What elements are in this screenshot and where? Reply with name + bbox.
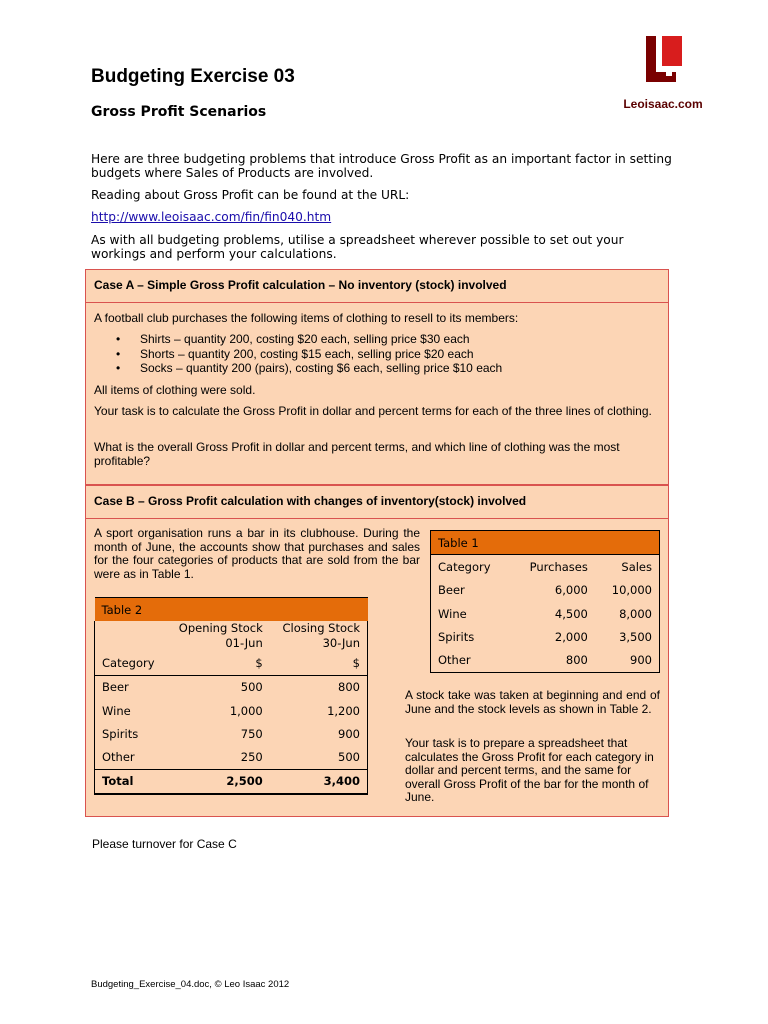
table-cell: 750: [240, 726, 263, 741]
table-header: $: [270, 651, 368, 675]
closing-stock-header: Closing Stock 30-Jun: [270, 621, 368, 651]
table-cell: 250: [240, 750, 263, 765]
table-cell: 6,000: [554, 583, 588, 598]
table-cell: 900: [595, 648, 660, 672]
list-item: • Socks – quantity 200 (pairs), costing $6 each, selling price $10 each: [98, 361, 502, 376]
table-row: [431, 602, 660, 625]
table-header: Category: [95, 651, 166, 675]
table-row: [431, 625, 660, 648]
table-header: $: [255, 655, 263, 670]
table-cell: Other: [95, 745, 166, 769]
table-cell: Wine: [431, 602, 510, 625]
case-a-question: What is the overall Gross Profit in dollar and percent terms, and which line of clothing was the most profitable?: [94, 440, 620, 468]
table-cell: 4,500: [554, 606, 588, 621]
table-cell: 800: [565, 653, 588, 668]
table-total-row: [95, 769, 368, 794]
table-cell: 10,000: [595, 579, 660, 602]
table-row: [95, 745, 368, 769]
table-cell: Other: [431, 648, 510, 672]
turnover-note: Please turnover for Case C: [92, 837, 237, 851]
table-cell: 800: [270, 675, 368, 699]
table-row: [431, 579, 660, 602]
table-cell: Beer: [95, 675, 166, 699]
table-cell: 8,000: [595, 602, 660, 625]
table-cell: 2,500: [226, 774, 263, 789]
document-subtitle: Gross Profit Scenarios: [91, 104, 267, 120]
logo-mark-icon: [620, 34, 706, 114]
case-b-heading: Case B – Gross Profit calculation with changes of inventory(stock) involved: [85, 485, 669, 519]
table-cell: 3,500: [595, 625, 660, 648]
table-row: [95, 675, 368, 699]
table-1: [430, 530, 660, 673]
list-item: • Shirts – quantity 200, costing $20 each, selling price $30 each: [98, 332, 502, 347]
gross-profit-link[interactable]: [91, 210, 676, 224]
table-cell: Spirits: [95, 722, 166, 745]
table-cell: 500: [240, 680, 263, 695]
table-cell: Spirits: [431, 625, 510, 648]
table-cell: 1,000: [229, 703, 263, 718]
table-header: Category: [431, 555, 510, 579]
url-intro: Reading about Gross Profit can be found at the URL:: [91, 188, 410, 202]
case-a-sold: All items of clothing were sold.: [94, 383, 256, 397]
case-b-stock-take: A stock take was taken at beginning and end of June and the stock levels as shown in Table 2.: [405, 688, 660, 716]
table-cell: 900: [270, 722, 368, 745]
table-row: [95, 699, 368, 722]
table-cell: 2,000: [554, 629, 588, 644]
table-cell: 3,400: [270, 769, 368, 794]
table-cell: 500: [270, 745, 368, 769]
svg-text:Leoisaac.com: Leoisaac.com: [623, 97, 703, 111]
table-header: Sales: [595, 555, 660, 579]
case-a-heading: Case A – Simple Gross Profit calculation – No inventory (stock) involved: [85, 269, 669, 303]
table-header: Purchases: [529, 559, 588, 574]
spreadsheet-note: As with all budgeting problems, utilise a spreadsheet wherever possible to set out your workings and perform your calculations.: [91, 233, 624, 261]
case-b-task: Your task is to prepare a spreadsheet that calculates the Gross Profit for each category in dollar and percent terms, and the same for overall Gross Profit of the bar for the month of June.: [405, 736, 654, 804]
table-cell: Total: [95, 769, 166, 794]
list-item: • Shorts – quantity 200, costing $15 each, selling price $20 each: [98, 347, 502, 362]
table-row: [431, 648, 660, 672]
case-b-intro: A sport organisation runs a bar in its clubhouse. During the month of June, the accounts show that purchases and sales for the four categories of products that are sold from the bar were as in Table 1.: [94, 526, 420, 581]
table-2: [94, 597, 368, 795]
clothing-list: [98, 332, 502, 376]
table-1-caption: Table 1: [438, 535, 479, 550]
table-2-caption: Table 2: [101, 602, 143, 617]
url-link[interactable]: http://www.leoisaac.com/fin/fin040.htm: [91, 210, 332, 224]
table-cell: 1,200: [270, 699, 368, 722]
table-cell: Wine: [95, 699, 166, 722]
table-row: [95, 722, 368, 745]
document-title: Budgeting Exercise 03: [91, 66, 295, 87]
page-footer: Budgeting_Exercise_04.doc, © Leo Isaac 2012: [91, 979, 290, 990]
case-a-task: Your task is to calculate the Gross Profit in dollar and percent terms for each of the three lines of clothing.: [94, 404, 652, 418]
case-a-intro: A football club purchases the following items of clothing to resell to its members:: [94, 311, 519, 325]
table-cell: Beer: [431, 579, 510, 602]
leoisaac-logo: [620, 34, 706, 114]
opening-stock-header: Opening Stock 01-Jun: [178, 621, 263, 651]
intro-paragraph: Here are three budgeting problems that introduce Gross Profit as an important factor in setting budgets where Sales of Products are involved.: [91, 152, 672, 180]
